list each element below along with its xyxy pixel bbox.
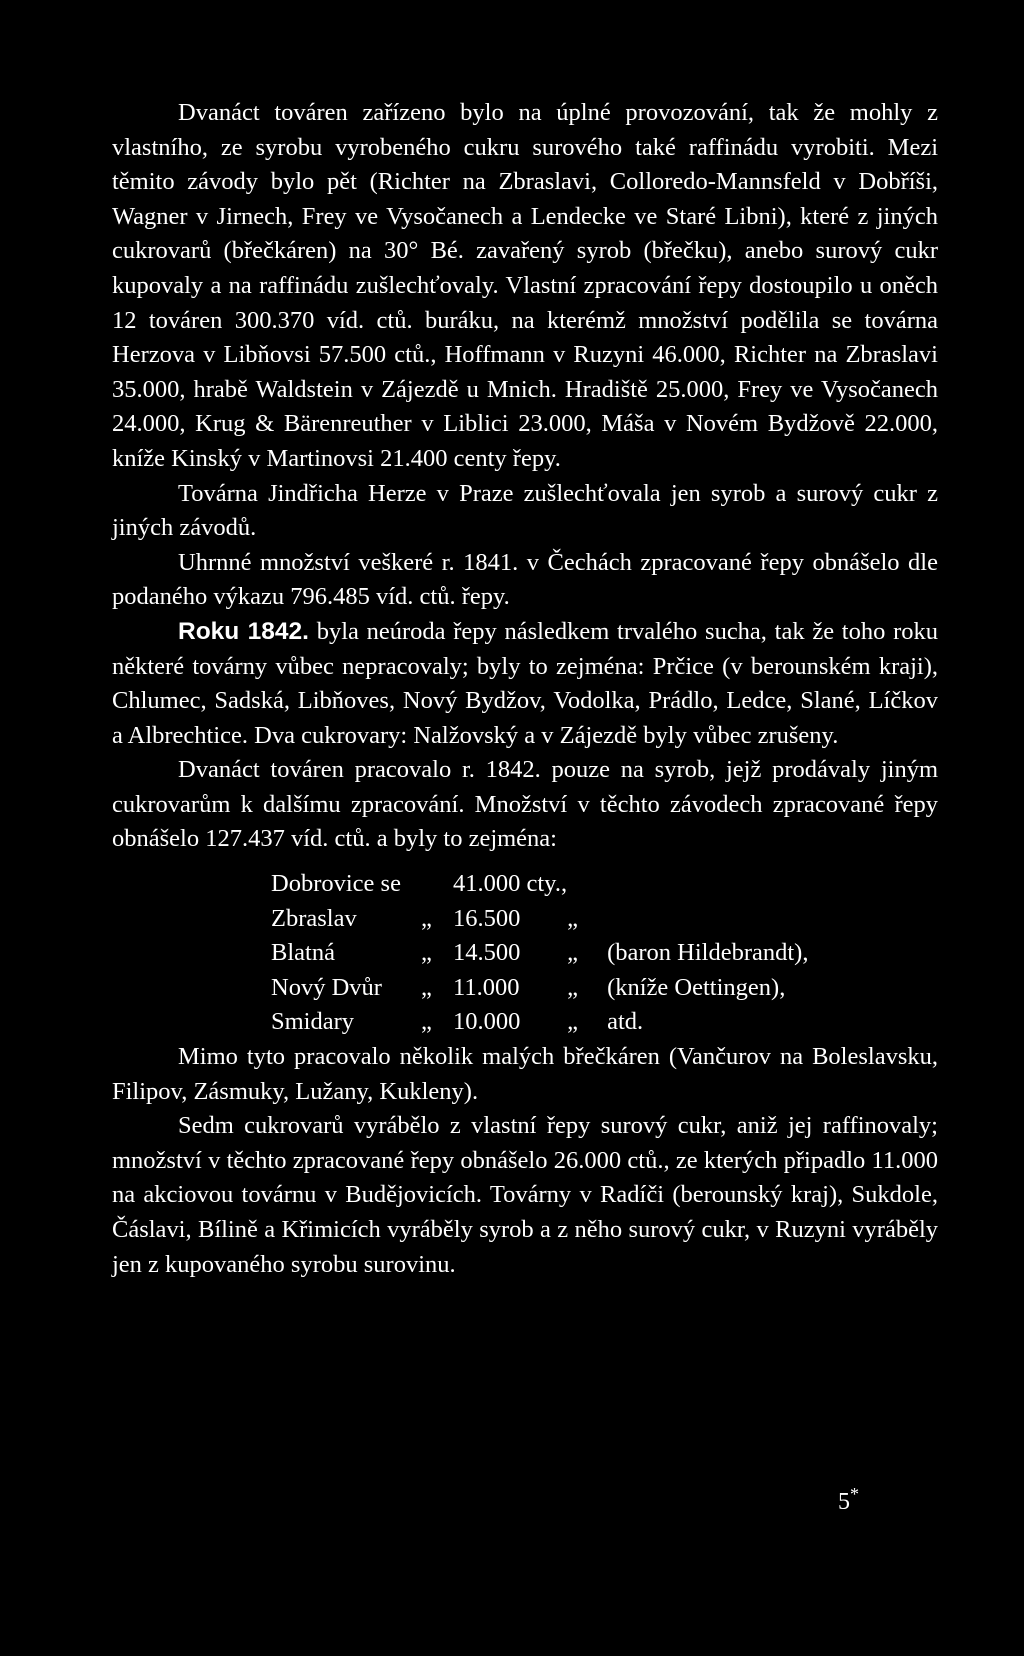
paragraph: Uhrnné množství veškeré r. 1841. v Čechách zpracované řepy obnášelo dle podaného výkazu 796.485 víd. ctů. řepy. (112, 548, 938, 611)
factory-amount: 11.000 (453, 973, 520, 1001)
factory-note (607, 867, 808, 902)
paragraph: Továrna Jindřicha Herze v Praze zušlechťovala jen syrob a surový cukr z jiných závodů. (112, 479, 938, 542)
factory-note: atd. (607, 1008, 644, 1036)
table-row (271, 971, 808, 1006)
factory-name: Smidary (271, 1008, 355, 1036)
factory-amount: 16.500 (453, 904, 521, 932)
factory-name: Zbraslav (271, 904, 357, 932)
table-row (271, 902, 808, 937)
year-heading: Roku 1842. (178, 617, 309, 645)
paragraph: Mimo tyto pracovalo několik malých břečkáren (Vančurov na Boleslavsku, Filipov, Zásmuky, Lužany, Kukleny). (112, 1043, 938, 1105)
body-text (112, 96, 938, 1282)
factory-note (607, 902, 808, 937)
factory-table (271, 867, 808, 1040)
ditto-mark: „ (421, 904, 432, 932)
ditto-mark: „ (421, 939, 432, 967)
ditto-mark (567, 867, 607, 902)
table-row (271, 936, 808, 971)
page-number (838, 1484, 859, 1516)
table-row (271, 1005, 808, 1040)
paragraph-text: byla neúroda řepy následkem trvalého sucha, tak že toho roku některé továrny vůbec nepracovaly; byly to zejména: Prčice (v berounském kraji), Chlumec, Sadská, Libňoves, Nový Bydžov, Vodolka, Prádlo, Ledce, Slané, Líčkov a Albrechtice. Dva cukrovary: Nalžovský a v Zájezdě byly vůbec zrušeny. (112, 617, 939, 749)
factory-name: Blatná (271, 939, 335, 967)
factory-amount: 10.000 (453, 1008, 521, 1036)
page-number-value: 5 (838, 1489, 850, 1515)
factory-amount: 14.500 (453, 939, 521, 967)
factory-name: Nový Dvůr (271, 973, 382, 1001)
ditto-mark: „ (567, 939, 578, 967)
paragraph: Dvanáct továren pracovalo r. 1842. pouze na syrob, jejž prodávaly jiným cukrovarům k dalšímu zpracování. Množství v těchto závodech zpracované řepy obnášelo 127.437 víd. ctů. a byly to zejména: (112, 756, 938, 853)
page-number-mark: * (850, 1484, 859, 1504)
paragraph: Sedm cukrovarů vyrábělo z vlastní řepy surový cukr, aniž jej raffinovaly; množství v těchto zpracované řepy obnášelo 26.000 ctů., ze kterých připadlo 11.000 na akciovou továrnu v Budějovicích. Továrny v Radíči (berounský kraj), Sukdole, Čáslavi, Bílině a Křimicích vyráběly syrob a z něho surový cukr, v Ruzyni vyráběly jen z kupovaného syrobu surovinu. (112, 1112, 938, 1278)
paragraph (112, 615, 938, 753)
factory-note: (baron Hildebrandt), (607, 939, 809, 967)
ditto-mark: „ (567, 904, 578, 932)
factory-name: Dobrovice se (271, 870, 401, 898)
factory-amount: 41.000 cty., (453, 870, 568, 898)
ditto-mark: „ (421, 973, 432, 1001)
factory-note: (kníže Oettingen), (607, 973, 786, 1001)
ditto-mark (421, 867, 453, 902)
ditto-mark: „ (567, 973, 578, 1001)
ditto-mark: „ (421, 1008, 432, 1036)
table-row (271, 867, 808, 902)
ditto-mark: „ (567, 1008, 578, 1036)
paragraph: Dvanáct továren zařízeno bylo na úplné provozování, tak že mohly z vlastního, ze syrobu vyrobeného cukru surového také raffinádu vyrobiti. Mezi těmito závody bylo pět (Richter na Zbraslavi, Colloredo-Mannsfeld v Dobříši, Wagner v Jirnech, Frey ve Vysočanech a Lendecke ve Staré Libni), které z jiných cukrovarů (břečkáren) na 30° Bé. zavařený syrob (břečku), anebo surový cukr kupovaly a na raffinádu zušlechťovaly. Vlastní zpracování řepy dostoupilo u oněch 12 továren 300.370 víd. ctů. buráku, na kterémž množství podělila se továrna Herzova v Libňovsi 57.500 ctů., Hoffmann v Ruzyni 46.000, Richter na Zbraslavi 35.000, hrabě Waldstein v Zájezdě u Mnich. Hradiště 25.000, Frey ve Vysočanech 24.000, Krug & Bärenreuther v Liblici 23.000, Máša v Novém Bydžově 22.000, kníže Kinský v Martinovsi 21.400 centy řepy. (112, 99, 938, 472)
